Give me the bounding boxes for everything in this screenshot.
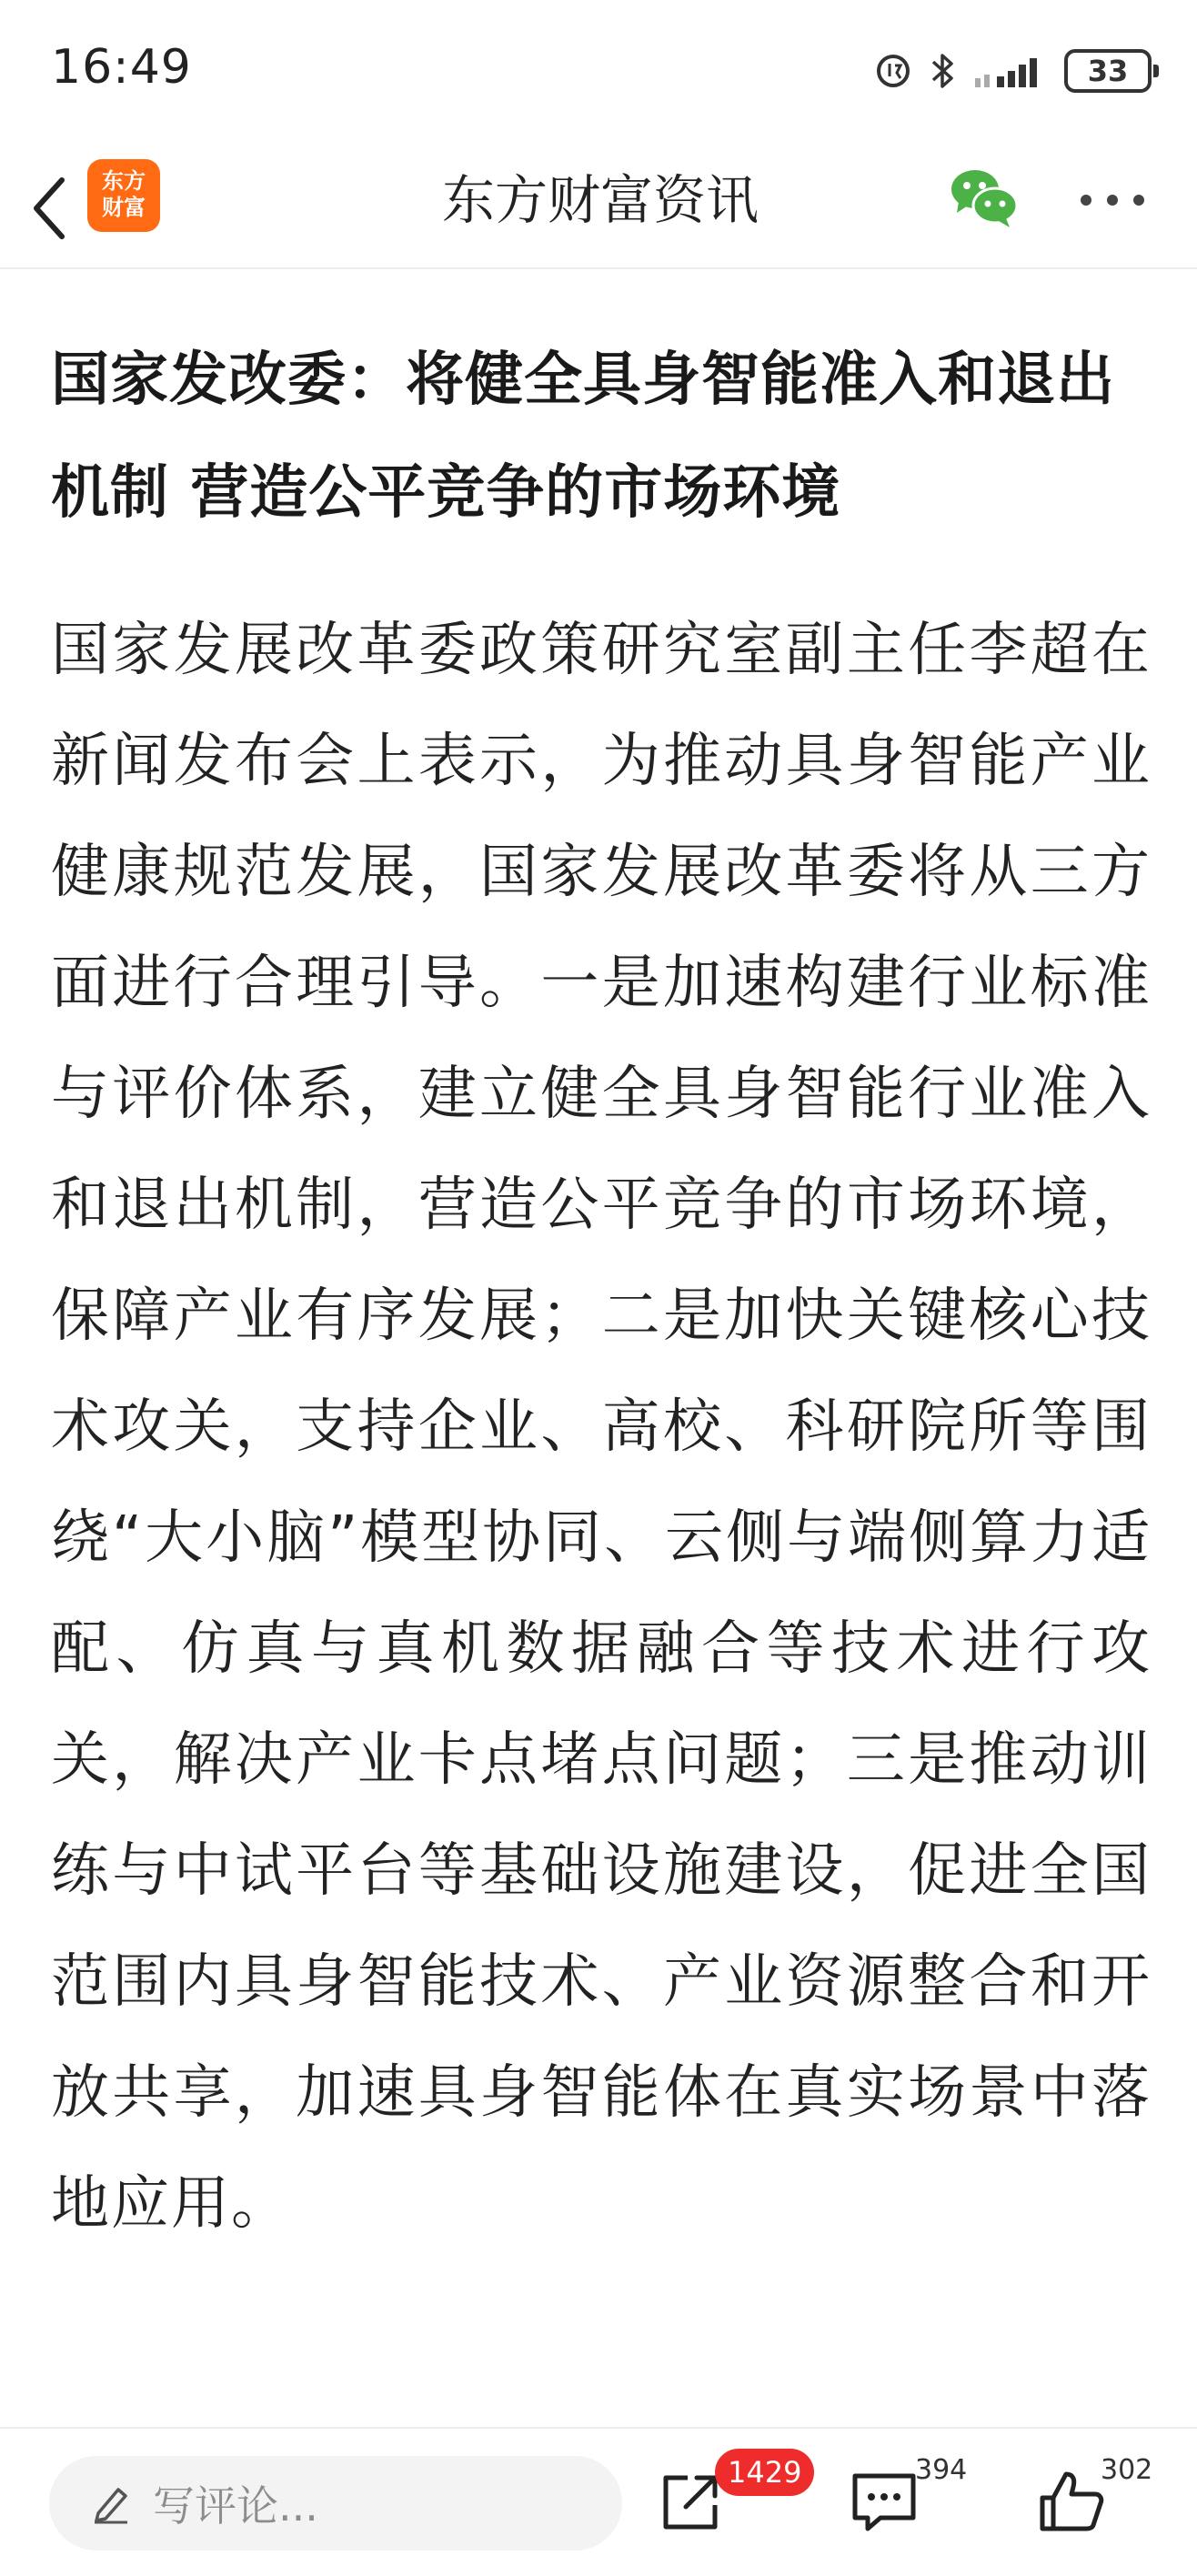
signal-icon	[973, 51, 1048, 91]
comments-button[interactable]	[848, 2465, 920, 2538]
back-icon	[31, 176, 67, 240]
thumbs-up-icon	[1035, 2465, 1108, 2538]
comment-input[interactable]	[49, 2456, 622, 2551]
pencil-icon	[91, 2482, 131, 2524]
more-button[interactable]	[1081, 191, 1144, 209]
article-body: 国家发展改革委政策研究室副主任李超在新闻发布会上表示，为推动具身智能产业健康规范发展，国家发展改革委将从三方面进行合理引导。一是加速构建行业标准与评价体系，建立健全具身智能行业准入和退出机制，营造公平竞争的市场环境，保障产业有序发展；二是加快关键核心技术攻关，支持企业、高校、科研院所等围绕“大小脑”模型协同、云侧与端侧算力适配、仿真与真机数据融合等技术进行攻关，解决产业卡点堵点问题；三是推动训练与中试平台等基础设施建设，促进全国范围内具身智能技术、产业资源整合和开放共享，加速具身智能体在真实场景中落地应用。	[51, 617, 1152, 2238]
battery-level: 33	[1087, 54, 1129, 88]
wechat-share-button[interactable]	[950, 166, 1019, 229]
nav-bar	[0, 146, 1197, 269]
logo-text-line2: 财富	[102, 195, 146, 220]
more-icon-dot	[1133, 195, 1144, 206]
comment-placeholder: 写评论...	[153, 2481, 318, 2531]
like-count: 302	[1101, 2454, 1153, 2486]
comment-icon	[848, 2465, 920, 2538]
share-count-badge: 1429	[715, 2449, 814, 2496]
more-icon-dot	[1081, 195, 1091, 206]
status-time: 16:49	[51, 40, 192, 95]
bottom-action-bar	[0, 2427, 1197, 2576]
comment-count: 394	[915, 2454, 968, 2486]
battery-icon	[1064, 49, 1152, 93]
more-icon-dot	[1107, 195, 1118, 206]
like-button[interactable]	[1035, 2465, 1108, 2538]
status-icons	[873, 44, 1152, 98]
page-title: 东方财富资讯	[441, 169, 759, 231]
status-bar	[0, 0, 1197, 146]
article-headline: 国家发改委：将健全具身智能准入和退出机制 营造公平竞争的市场环境	[51, 347, 1115, 527]
source-logo[interactable]	[87, 159, 160, 232]
back-button[interactable]	[20, 176, 78, 240]
bluetooth-icon	[930, 50, 957, 92]
logo-text-line1: 东方	[102, 168, 146, 194]
alarm-icon	[873, 51, 913, 91]
wechat-icon	[950, 166, 1019, 229]
